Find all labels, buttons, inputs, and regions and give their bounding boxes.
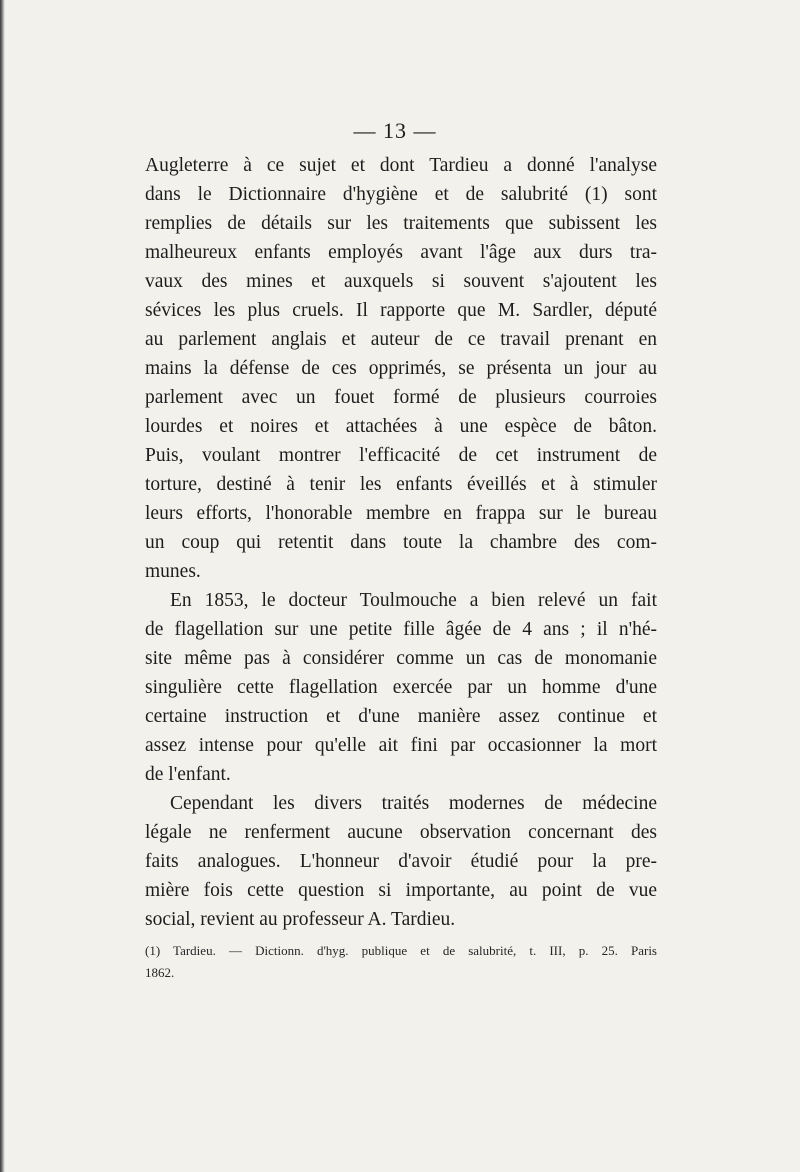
paragraph-start-line: En 1853, le docteur Toulmouche a bien relevé un fait [170,590,657,611]
text-line: faits analogues. L'honneur d'avoir étudié pour la pre- [145,851,657,872]
text-line: sévices les plus cruels. Il rapporte que M. Sardler, député [145,300,657,321]
body-text [145,151,657,934]
text-line: mière fois cette question si importante, au point de vue [145,880,657,901]
text-line: légale ne renferment aucune observation concernant des [145,822,657,843]
text-line: certaine instruction et d'une manière assez continue et [145,706,657,727]
text-line: social, revient au professeur A. Tardieu. [145,909,456,930]
text-line: Augleterre à ce sujet et dont Tardieu a donné l'analyse [145,155,657,176]
text-line: au parlement anglais et auteur de ce travail prenant en [145,329,657,350]
page-binding-edge [0,0,5,1172]
text-line: vaux des mines et auxquels si souvent s'ajoutent les [145,271,657,292]
footnote [145,940,657,984]
text-line: un coup qui retentit dans toute la chambre des com- [145,532,657,553]
text-line: singulière cette flagellation exercée par un homme d'une [145,677,657,698]
text-line: mains la défense de ces opprimés, se présenta un jour au [145,358,657,379]
text-line: munes. [145,561,201,582]
footnote-line: (1) Tardieu. — Dictionn. d'hyg. publique et de salubrité, t. III, p. 25. Paris [145,943,657,958]
text-line: assez intense pour qu'elle ait fini par occasionner la mort [145,735,657,756]
text-line: de flagellation sur une petite fille âgée de 4 ans ; il n'hé- [145,619,657,640]
footnote-line: 1862. [145,965,175,980]
text-line: malheureux enfants employés avant l'âge aux durs tra- [145,242,657,263]
text-line: leurs efforts, l'honorable membre en frappa sur le bureau [145,503,657,524]
paragraph-start-line: Cependant les divers traités modernes de médecine [170,793,657,814]
text-line: de l'enfant. [145,764,231,785]
text-line: lourdes et noires et attachées à une espèce de bâton. [145,416,657,437]
text-line: remplies de détails sur les traitements que subissent les [145,213,657,234]
text-line: torture, destiné à tenir les enfants éveillés et à stimuler [145,474,657,495]
text-line: site même pas à considérer comme un cas de monomanie [145,648,657,669]
text-line: dans le Dictionnaire d'hygiène et de salubrité (1) sont [145,184,657,205]
text-line: parlement avec un fouet formé de plusieurs courroies [145,387,657,408]
page-number: — 13 — [353,118,437,143]
text-line: Puis, voulant montrer l'efficacité de cet instrument de [145,445,657,466]
